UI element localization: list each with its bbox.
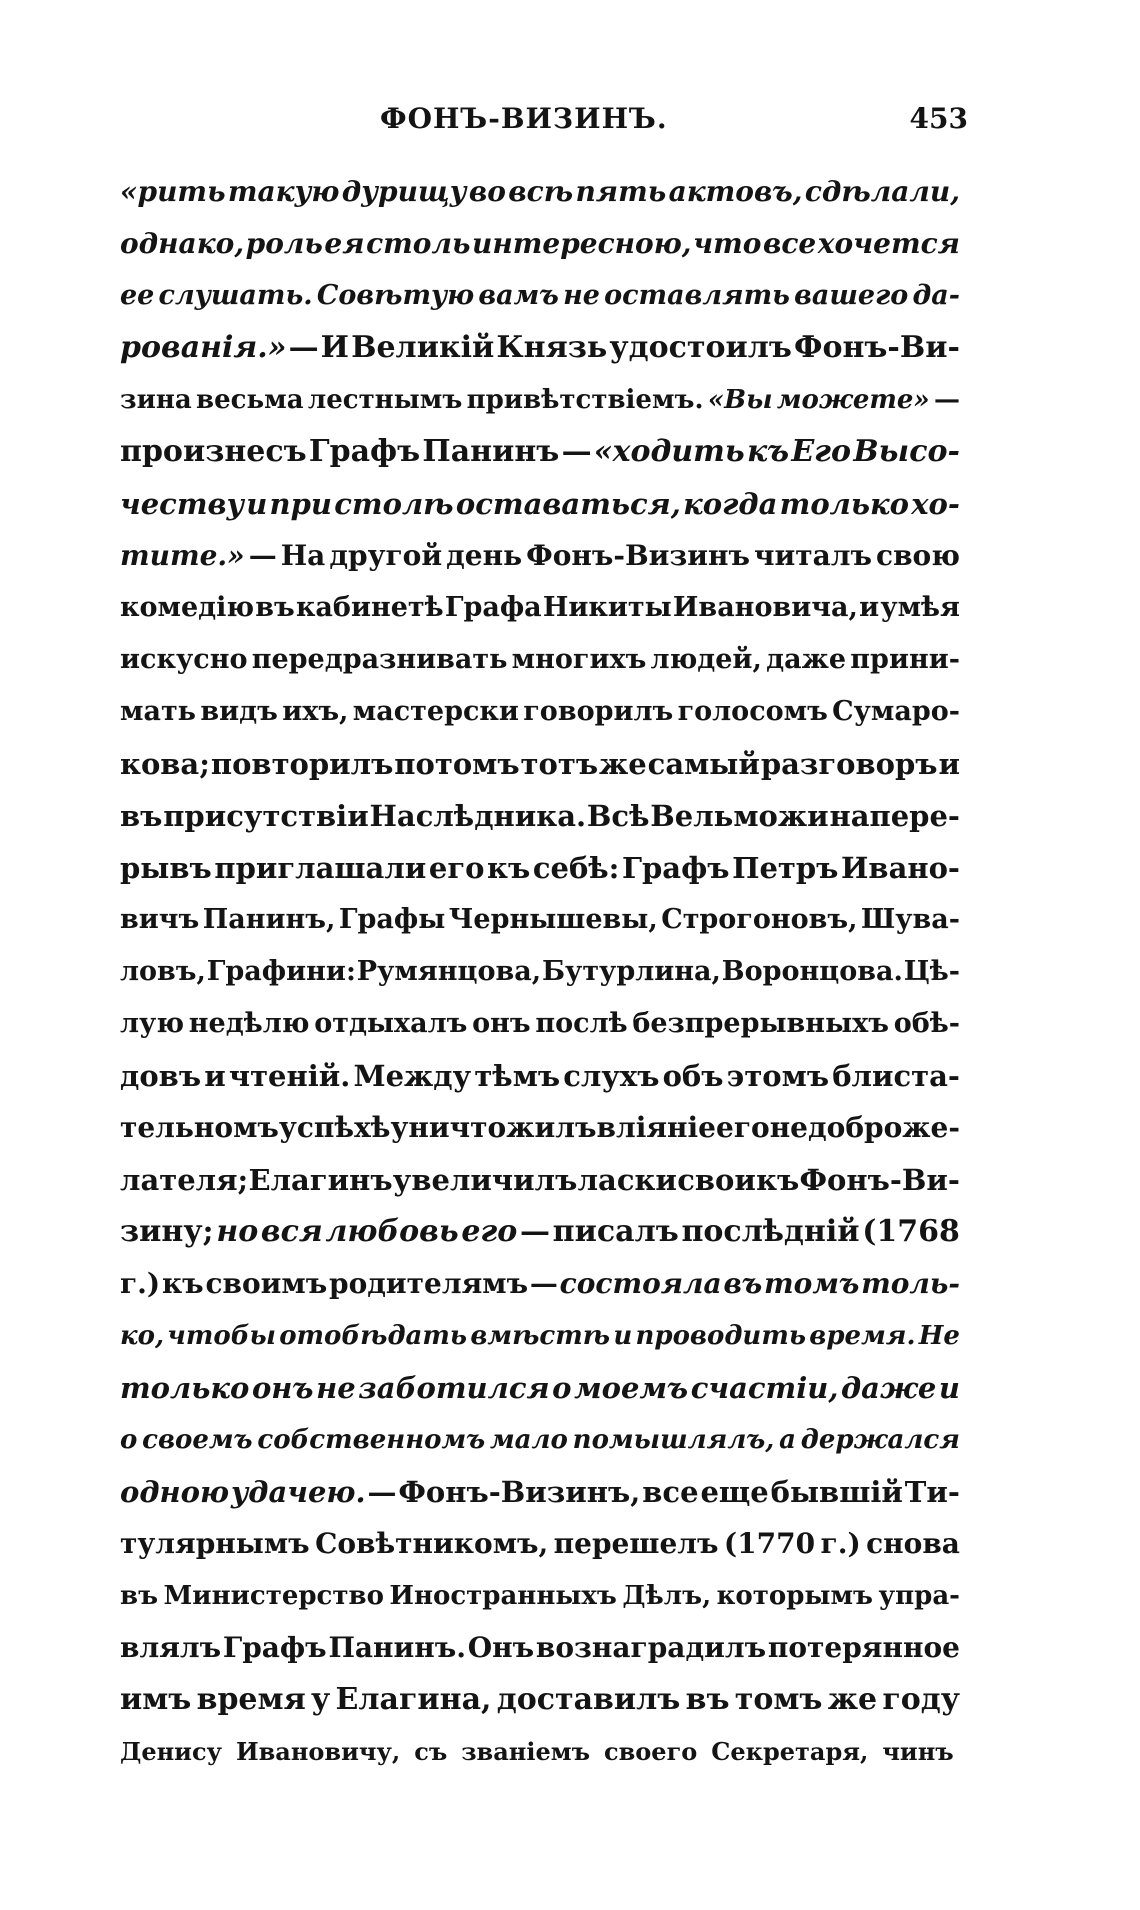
word: Графъ bbox=[308, 434, 421, 469]
word: Между bbox=[353, 1059, 472, 1093]
word: Совѣтую bbox=[316, 280, 475, 311]
word: проводить bbox=[635, 1321, 806, 1351]
word: ко, bbox=[120, 1321, 164, 1351]
word: мало bbox=[489, 1425, 568, 1455]
word: только bbox=[779, 487, 909, 521]
word: — bbox=[288, 330, 319, 365]
word: передразнивать bbox=[251, 644, 508, 675]
word: лую bbox=[120, 1008, 185, 1039]
word: Строгоновъ, bbox=[661, 904, 858, 935]
word: родителямъ bbox=[329, 1267, 529, 1300]
word: къ bbox=[746, 434, 790, 469]
word: у bbox=[311, 1682, 331, 1717]
word: говорилъ bbox=[523, 696, 674, 727]
word: мать bbox=[120, 696, 197, 727]
word: удостоилъ bbox=[609, 330, 792, 365]
running-head: ФОНЪ-ВИЗИНЪ. bbox=[380, 102, 668, 135]
text-line bbox=[120, 634, 960, 686]
word: честву bbox=[120, 487, 244, 521]
word: влялъ bbox=[120, 1631, 222, 1664]
word: время bbox=[196, 1682, 306, 1717]
word: тите.» bbox=[120, 539, 245, 572]
word: Князь bbox=[496, 330, 608, 365]
word: Фонъ-Визинъ bbox=[526, 539, 751, 572]
word: можете» bbox=[776, 385, 930, 415]
word: недѣлю bbox=[188, 1008, 310, 1039]
word: Графъ bbox=[222, 1631, 327, 1664]
word: помышлялъ, bbox=[572, 1425, 775, 1455]
word: весьма bbox=[196, 385, 304, 415]
word: свои bbox=[677, 1163, 756, 1197]
word: да- bbox=[912, 280, 960, 311]
word: даже bbox=[841, 1371, 937, 1405]
word: рывъ bbox=[120, 851, 212, 885]
word: бывшій bbox=[770, 1475, 903, 1509]
word: толь- bbox=[861, 1267, 960, 1300]
word: дурищу bbox=[341, 175, 467, 208]
word: послѣдній bbox=[681, 1214, 860, 1249]
word: Петръ bbox=[732, 851, 839, 885]
word: вичъ bbox=[120, 904, 200, 935]
text-line bbox=[120, 842, 960, 894]
word: время. bbox=[809, 1321, 916, 1351]
text-line bbox=[120, 218, 960, 270]
word: обѣ- bbox=[893, 1008, 960, 1039]
text-line bbox=[120, 1570, 960, 1622]
word: — bbox=[561, 434, 592, 469]
word: объ bbox=[662, 1059, 724, 1093]
word: успѣхѣ bbox=[278, 1111, 391, 1144]
word: Секретаря, bbox=[711, 1737, 869, 1766]
word: прини- bbox=[850, 644, 960, 675]
text-line bbox=[120, 1674, 960, 1726]
word: томъ bbox=[734, 1682, 823, 1717]
word: людей, bbox=[650, 644, 762, 675]
word: потомъ bbox=[394, 747, 520, 781]
word: Всѣ bbox=[586, 799, 650, 833]
word: Денису bbox=[120, 1737, 222, 1766]
word: счастіи, bbox=[690, 1371, 839, 1405]
word: голосомъ bbox=[677, 696, 828, 727]
text-line bbox=[120, 790, 960, 842]
text-line bbox=[120, 1258, 960, 1310]
word: и bbox=[246, 487, 268, 521]
word: ихъ, bbox=[282, 696, 349, 727]
word: званіемъ bbox=[461, 1737, 590, 1766]
word: и bbox=[613, 1321, 633, 1351]
word: роль bbox=[245, 227, 323, 260]
word: собственномъ bbox=[257, 1425, 486, 1455]
word: вознаградилъ bbox=[535, 1631, 767, 1664]
word: Дѣлъ, bbox=[622, 1581, 712, 1611]
word: увеличилъ bbox=[392, 1163, 578, 1197]
word: къ bbox=[161, 1267, 204, 1300]
word: даже bbox=[766, 644, 847, 675]
word: удачею. bbox=[230, 1475, 366, 1509]
word: ласки bbox=[577, 1163, 677, 1197]
word: имъ bbox=[120, 1682, 192, 1717]
word: которымъ bbox=[716, 1581, 873, 1611]
word: ея bbox=[324, 227, 365, 260]
word: «рить bbox=[120, 175, 226, 208]
word: блиста- bbox=[832, 1059, 960, 1093]
word: комедію bbox=[120, 592, 255, 623]
word: Елагина, bbox=[335, 1682, 492, 1717]
text-line bbox=[120, 374, 960, 426]
word: въ bbox=[685, 1682, 730, 1717]
word: Никиты bbox=[542, 592, 672, 623]
word: его bbox=[461, 1214, 518, 1249]
word: привѣтствіемъ. bbox=[466, 385, 704, 415]
text-line bbox=[120, 1518, 960, 1570]
word: кабинетѣ bbox=[295, 592, 444, 623]
word: Панинъ, bbox=[202, 904, 336, 935]
word: Его bbox=[791, 434, 852, 469]
text-line bbox=[120, 1102, 960, 1154]
word: къ bbox=[756, 1163, 800, 1197]
text-line bbox=[120, 1414, 960, 1466]
word: На bbox=[280, 539, 326, 572]
word: — bbox=[519, 1214, 550, 1249]
word: свою bbox=[876, 539, 960, 572]
word: отобѣдать bbox=[279, 1321, 468, 1351]
word: въ bbox=[255, 592, 295, 623]
word: видъ bbox=[200, 696, 278, 727]
word: одною bbox=[120, 1475, 230, 1509]
word: оставаться, bbox=[455, 487, 681, 521]
word: Румянцова, bbox=[356, 956, 542, 987]
word: все bbox=[642, 1475, 699, 1509]
word: Иностранныхъ bbox=[389, 1581, 617, 1611]
word: при bbox=[269, 487, 332, 521]
word: слушать. bbox=[158, 280, 313, 311]
word: вамъ bbox=[478, 280, 559, 311]
word: И bbox=[320, 330, 350, 365]
word: его bbox=[428, 851, 485, 885]
word: другой bbox=[329, 539, 443, 572]
text-line bbox=[120, 426, 960, 478]
word: а bbox=[779, 1425, 796, 1455]
word: онъ bbox=[251, 1371, 314, 1405]
text-line bbox=[120, 894, 960, 946]
word: отдыхалъ bbox=[314, 1008, 468, 1039]
word: читалъ bbox=[754, 539, 873, 572]
word: перешелъ bbox=[553, 1527, 719, 1560]
word: (1770 bbox=[723, 1527, 816, 1560]
word: хо- bbox=[911, 487, 960, 521]
text-line bbox=[120, 1050, 960, 1102]
word: доставилъ bbox=[496, 1682, 681, 1717]
word: безпрерывныхъ bbox=[632, 1008, 889, 1039]
word: держался bbox=[800, 1425, 960, 1455]
text-line bbox=[120, 1622, 960, 1674]
word: же bbox=[827, 1682, 878, 1717]
word: Великій bbox=[351, 330, 495, 365]
word: такую bbox=[227, 175, 340, 208]
word: Не bbox=[918, 1321, 960, 1351]
body-text bbox=[120, 166, 960, 1778]
word: вмѣстѣ bbox=[470, 1321, 611, 1351]
text-line bbox=[120, 686, 960, 738]
word: лестнымъ bbox=[307, 385, 463, 415]
word: вся bbox=[260, 1214, 323, 1249]
word: Сумаро- bbox=[832, 696, 960, 727]
word: однако, bbox=[120, 227, 245, 260]
text-line bbox=[120, 1310, 960, 1362]
word: съ bbox=[414, 1737, 448, 1766]
word: своего bbox=[604, 1737, 698, 1766]
word: Ивановича, bbox=[672, 592, 858, 623]
word: интересною, bbox=[471, 227, 692, 260]
word: сдѣлали, bbox=[804, 175, 960, 208]
text-line bbox=[120, 738, 960, 790]
word: Ивано- bbox=[841, 851, 960, 885]
word: писалъ bbox=[552, 1214, 679, 1249]
word: произнесъ bbox=[120, 434, 307, 469]
word: и bbox=[204, 1059, 226, 1093]
word: не bbox=[563, 280, 600, 311]
word: еще bbox=[700, 1475, 769, 1509]
word: себѣ: bbox=[532, 851, 620, 885]
text-line bbox=[120, 1466, 960, 1518]
word: столь bbox=[366, 227, 471, 260]
word: Чернышевы, bbox=[448, 904, 658, 935]
word: тельномъ bbox=[120, 1111, 279, 1144]
word: Высо- bbox=[853, 434, 960, 469]
text-line bbox=[120, 166, 960, 218]
word: тотъ bbox=[520, 747, 599, 781]
word: и bbox=[859, 592, 880, 623]
word: Цѣ- bbox=[903, 956, 960, 987]
word: многихъ bbox=[511, 644, 647, 675]
word: актовъ, bbox=[668, 175, 803, 208]
text-line bbox=[120, 270, 960, 322]
word: Ивановичу, bbox=[235, 1737, 401, 1766]
word: слухъ bbox=[563, 1059, 660, 1093]
word: когда bbox=[683, 487, 778, 521]
text-line bbox=[120, 322, 960, 374]
word: въ bbox=[120, 1581, 159, 1611]
word: г.) bbox=[820, 1527, 861, 1560]
word: умѣя bbox=[880, 592, 960, 623]
word: Графы bbox=[338, 904, 446, 935]
word: только bbox=[120, 1371, 250, 1405]
word: этомъ bbox=[726, 1059, 830, 1093]
word: ловъ, bbox=[120, 956, 206, 987]
word: приглашали bbox=[214, 851, 427, 885]
word: г.) bbox=[120, 1267, 161, 1300]
word: году bbox=[882, 1682, 960, 1717]
word: состояла bbox=[559, 1267, 722, 1300]
text-line bbox=[120, 478, 960, 530]
word: разговоръ bbox=[760, 747, 938, 781]
word: — bbox=[529, 1267, 558, 1300]
word: не bbox=[316, 1371, 356, 1405]
word: зина bbox=[120, 385, 192, 415]
word: тулярнымъ bbox=[120, 1527, 310, 1560]
word: потерянное bbox=[767, 1631, 960, 1664]
word: любовь bbox=[325, 1214, 459, 1249]
word: хочется bbox=[817, 227, 960, 260]
word: Министерство bbox=[163, 1581, 384, 1611]
word: о bbox=[120, 1425, 138, 1455]
word: моемъ bbox=[574, 1371, 689, 1405]
word: повторилъ bbox=[210, 747, 394, 781]
word: его bbox=[716, 1111, 770, 1144]
word: Фонъ-Визинъ, bbox=[398, 1475, 641, 1509]
text-line bbox=[120, 1726, 960, 1778]
word: присутствіи bbox=[163, 799, 369, 833]
word: «Вы bbox=[707, 385, 773, 415]
word: ее bbox=[120, 280, 155, 311]
word: Наслѣдника. bbox=[369, 799, 587, 833]
word: (1768 bbox=[862, 1214, 960, 1249]
word: томъ bbox=[764, 1267, 860, 1300]
word: Совѣтникомъ, bbox=[315, 1527, 549, 1560]
word: оставлять bbox=[604, 280, 790, 311]
word: столѣ bbox=[334, 487, 454, 521]
word: Панинъ. bbox=[328, 1631, 467, 1664]
word: Фонъ-Ви- bbox=[799, 1163, 960, 1197]
word: — bbox=[933, 385, 960, 415]
word: же bbox=[599, 747, 647, 781]
word: Воронцова. bbox=[721, 956, 903, 987]
word: и bbox=[938, 1371, 960, 1405]
word: Бутурлина, bbox=[541, 956, 721, 987]
word: лателя; bbox=[120, 1163, 249, 1197]
word: но bbox=[216, 1214, 259, 1249]
word: снова bbox=[866, 1527, 960, 1560]
text-line bbox=[120, 946, 960, 998]
text-line bbox=[120, 530, 960, 582]
word: самый bbox=[647, 747, 760, 781]
text-line bbox=[120, 998, 960, 1050]
word: пять bbox=[575, 175, 667, 208]
word: своемъ bbox=[142, 1425, 253, 1455]
word: Елагинъ bbox=[248, 1163, 393, 1197]
word: вашего bbox=[794, 280, 909, 311]
word: своимъ bbox=[205, 1267, 328, 1300]
text-line bbox=[120, 582, 960, 634]
word: Вельможи bbox=[650, 799, 829, 833]
word: уничтожилъ bbox=[390, 1111, 597, 1144]
text-line bbox=[120, 1154, 960, 1206]
word: въ bbox=[120, 799, 163, 833]
word: заботился bbox=[358, 1371, 550, 1405]
text-line bbox=[120, 1362, 960, 1414]
word: Онъ bbox=[467, 1631, 535, 1664]
word: довъ bbox=[120, 1059, 202, 1093]
word: Шува- bbox=[860, 904, 960, 935]
word: чтобы bbox=[167, 1321, 276, 1351]
word: Фонъ-Ви- bbox=[793, 330, 960, 365]
word: кова; bbox=[120, 747, 210, 781]
word: зину; bbox=[120, 1214, 214, 1249]
word: Графини: bbox=[206, 956, 356, 987]
word: Графъ bbox=[621, 851, 730, 885]
word: послѣ bbox=[535, 1008, 628, 1039]
word: — bbox=[367, 1475, 397, 1509]
word: чтеній. bbox=[228, 1059, 351, 1093]
word: мастерски bbox=[352, 696, 519, 727]
word: искусно bbox=[120, 644, 248, 675]
word: Графа bbox=[444, 592, 542, 623]
word: къ bbox=[487, 851, 531, 885]
word: въ bbox=[723, 1267, 763, 1300]
word: во bbox=[468, 175, 506, 208]
word: «ходить bbox=[593, 434, 745, 469]
word: Ти- bbox=[904, 1475, 960, 1509]
page-number: 453 bbox=[909, 102, 968, 135]
word: недоброже- bbox=[769, 1111, 960, 1144]
word: всѣ bbox=[508, 175, 574, 208]
word: рованія.» bbox=[120, 330, 287, 365]
word: Панинъ bbox=[422, 434, 560, 469]
word: и bbox=[938, 747, 960, 781]
text-line bbox=[120, 1206, 960, 1258]
word: вліяніе bbox=[596, 1111, 716, 1144]
word: — bbox=[248, 539, 277, 572]
page-header bbox=[120, 102, 978, 142]
word: о bbox=[552, 1371, 572, 1405]
word: день bbox=[446, 539, 523, 572]
word: что bbox=[693, 227, 762, 260]
word: напере- bbox=[829, 799, 960, 833]
word: тѣмъ bbox=[474, 1059, 561, 1093]
word: все bbox=[762, 227, 817, 260]
word: онъ bbox=[472, 1008, 531, 1039]
word: упра- bbox=[878, 1581, 960, 1611]
word: чинъ bbox=[882, 1737, 954, 1766]
